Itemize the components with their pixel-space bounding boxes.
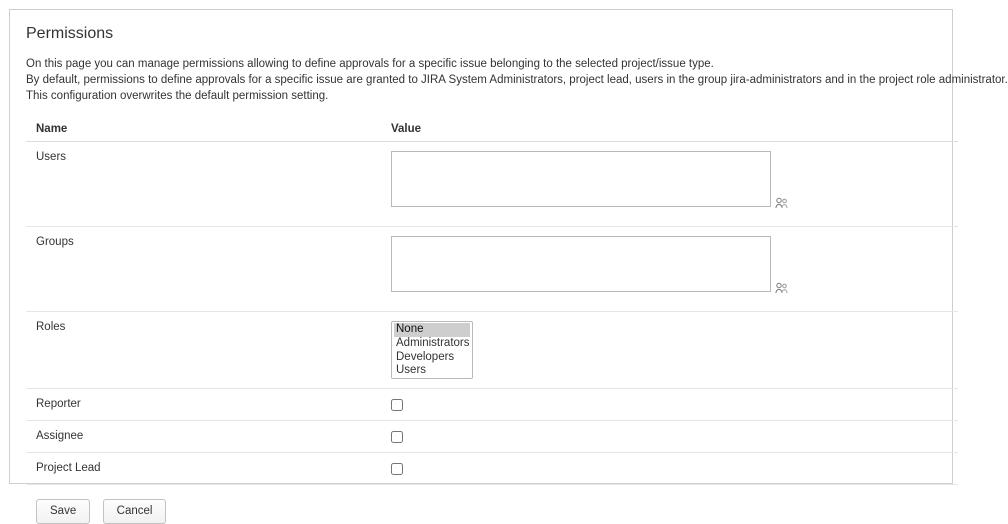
table-row <box>26 312 958 389</box>
row-value-project-lead <box>381 453 958 485</box>
table-row <box>26 453 958 485</box>
permissions-table <box>26 118 958 485</box>
row-label-assignee: Assignee <box>26 421 381 453</box>
roles-option[interactable] <box>394 364 470 378</box>
row-label-project-lead: Project Lead <box>26 453 381 485</box>
row-label-reporter: Reporter <box>26 389 381 421</box>
groups-field-wrap <box>391 236 771 295</box>
reporter-checkbox[interactable] <box>391 399 403 411</box>
roles-option[interactable] <box>394 351 470 365</box>
roles-listbox[interactable] <box>391 321 473 379</box>
row-value-reporter <box>381 389 958 421</box>
description-line-3: This configuration overwrites the default permission setting. <box>26 90 329 102</box>
page-description <box>26 56 1008 104</box>
row-value-roles <box>381 312 958 389</box>
row-value-groups <box>381 227 958 312</box>
row-label-roles: Roles <box>26 312 381 389</box>
table-row <box>26 142 958 227</box>
group-picker-icon[interactable] <box>775 282 789 294</box>
page-title: Permissions <box>26 25 114 42</box>
table-header-row <box>26 118 958 142</box>
cancel-button[interactable]: Cancel <box>103 499 167 524</box>
column-header-name: Name <box>26 118 381 142</box>
project-lead-checkbox[interactable] <box>391 463 403 475</box>
column-header-value: Value <box>381 118 958 142</box>
assignee-checkbox[interactable] <box>391 431 403 443</box>
description-line-2: By default, permissions to define approvals for a specific issue are granted to JIRA System Administrators, project lead, users in the group jira-administrators and in the project role administrator. <box>26 74 1008 86</box>
row-label-groups: Groups <box>26 227 381 312</box>
row-value-assignee <box>381 421 958 453</box>
table-row <box>26 421 958 453</box>
row-label-users: Users <box>26 142 381 227</box>
roles-option[interactable] <box>394 337 470 351</box>
form-actions <box>36 499 936 524</box>
users-field-wrap <box>391 151 771 210</box>
users-input[interactable] <box>391 151 771 207</box>
row-value-users <box>381 142 958 227</box>
table-row <box>26 227 958 312</box>
permissions-panel <box>9 9 1008 517</box>
description-line-1: On this page you can manage permissions allowing to define approvals for a specific issue belonging to the selected project/issue type. <box>26 58 714 70</box>
user-picker-icon[interactable] <box>775 197 789 209</box>
roles-option[interactable] <box>394 323 470 337</box>
groups-input[interactable] <box>391 236 771 292</box>
save-button[interactable]: Save <box>36 499 90 524</box>
table-row <box>26 389 958 421</box>
